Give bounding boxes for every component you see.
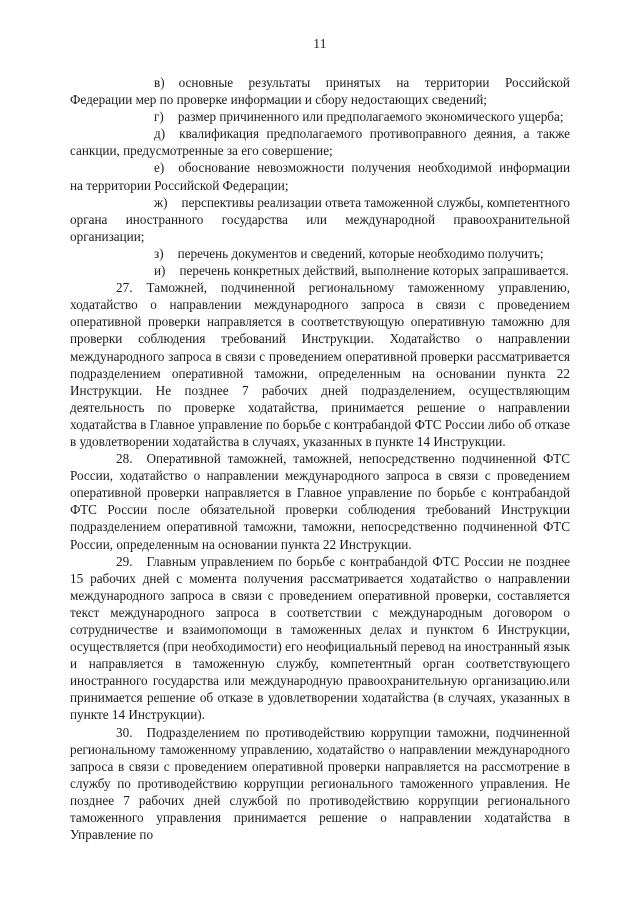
page-number: 11 [313, 36, 327, 51]
paragraph-text: перспективы реализации ответа таможенной службы, компетентного органа иностранного государства или международной правоохранительной организации; [70, 194, 570, 244]
paragraph-text: размер причиненного или предполагаемого экономического ущерба; [177, 109, 564, 125]
paragraph-text: перечень конкретных действий, выполнение которых запрашивается. [179, 263, 569, 279]
paragraph-text: квалификация предполагаемого противоправного деяния, а также санкции, предусмотренные за его совершение; [70, 126, 570, 159]
paragraph-28 [70, 450, 570, 553]
paragraph-label: в) [154, 75, 165, 90]
paragraph-v [70, 74, 570, 108]
paragraph-label: 29. [116, 553, 133, 569]
paragraph-label: ж) [154, 194, 168, 210]
paragraph-label: 28. [116, 451, 133, 467]
paragraph-label: е) [154, 160, 165, 176]
paragraph-label: з) [154, 245, 164, 261]
paragraph-29 [70, 553, 570, 724]
document-body [70, 74, 570, 843]
paragraph-label: и) [154, 263, 166, 279]
paragraph-zh [70, 194, 570, 245]
paragraph-text: основные результаты принятых на территории Российской Федерации мер по проверке информации и сбору недостающих сведений; [70, 75, 570, 108]
paragraph-g [70, 108, 570, 125]
paragraph-text: Главным управлением по борьбе с контрабандой ФТС России не позднее 15 рабочих дней с момента получения рассматривается ходатайство о направлении международного запроса в связи с проведением оперативной проверки, составляется текст международного запроса в соответствии с международным договором о сотрудничестве и взаимопомощи в таможенных делах и пунктом 6 Инструкции, осуществляется (при необходимости) его неофициальный перевод на иностранный язык и направляется в таможенную службу, компетентный орган соответствующего иностранного государства или международную правоохранительную организацию.или принимается решение об отказе в удовлетворении ходатайства (в случаях, указанных в пункте 14 Инструкции). [70, 553, 570, 723]
paragraph-27 [70, 279, 570, 450]
paragraph-text: перечень документов и сведений, которые необходимо получить; [177, 245, 544, 261]
paragraph-label: д) [154, 126, 166, 142]
paragraph-i [70, 262, 570, 279]
paragraph-label: 27. [116, 280, 133, 296]
paragraph-label: г) [154, 109, 164, 125]
paragraph-e [70, 159, 570, 193]
paragraph-label: 30. [116, 724, 133, 740]
paragraph-text: Подразделением по противодействию коррупции таможни, подчиненной региональному таможенному управлению, ходатайство о направлении международного запроса в связи с проведением оперативной проверки направляется на рассмотрение в службу по противодействию коррупции регионального таможенного управления. Не позднее 7 рабочих дней службой по противодействию коррупции регионального таможенного управления принимается решение о направлении ходатайства в Управление по [70, 724, 570, 843]
paragraph-text: Таможней, подчиненной региональному таможенному управлению, ходатайство о направлении международного запроса в связи с проведением оперативной проверки направляется в соответствующую оперативную таможню для проверки соблюдения требований Инструкции. Ходатайство о направлении международного запроса в связи с проведением оперативной проверки рассматривается подразделением оперативной таможни, определенным на основании пункта 22 Инструкции. Не позднее 7 рабочих дней подразделением, осуществляющим деятельность по проверке ходатайства, принимается решение о направлении ходатайства в Главное управление по борьбе с контрабандой ФТС России либо об отказе в удовлетворении ходатайства в случаях, указанных в пункте 14 Инструкции. [70, 280, 570, 449]
paragraph-30 [70, 724, 570, 844]
paragraph-text: обоснование невозможности получения необходимой информации на территории Российской Федерации; [70, 160, 570, 193]
paragraph-text: Оперативной таможней, таможней, непосредственно подчиненной ФТС России, ходатайство о направлении международного запроса в связи с проведением оперативной проверки направляется в Главное управление по борьбе с контрабандой ФТС России после обязательной проверки соблюдения требований Инструкции подразделением оперативной таможни, таможни, непосредственно подчиненной ФТС России, определенным на основании пункта 22 Инструкции. [70, 451, 570, 552]
paragraph-z [70, 245, 570, 262]
paragraph-d [70, 125, 570, 159]
